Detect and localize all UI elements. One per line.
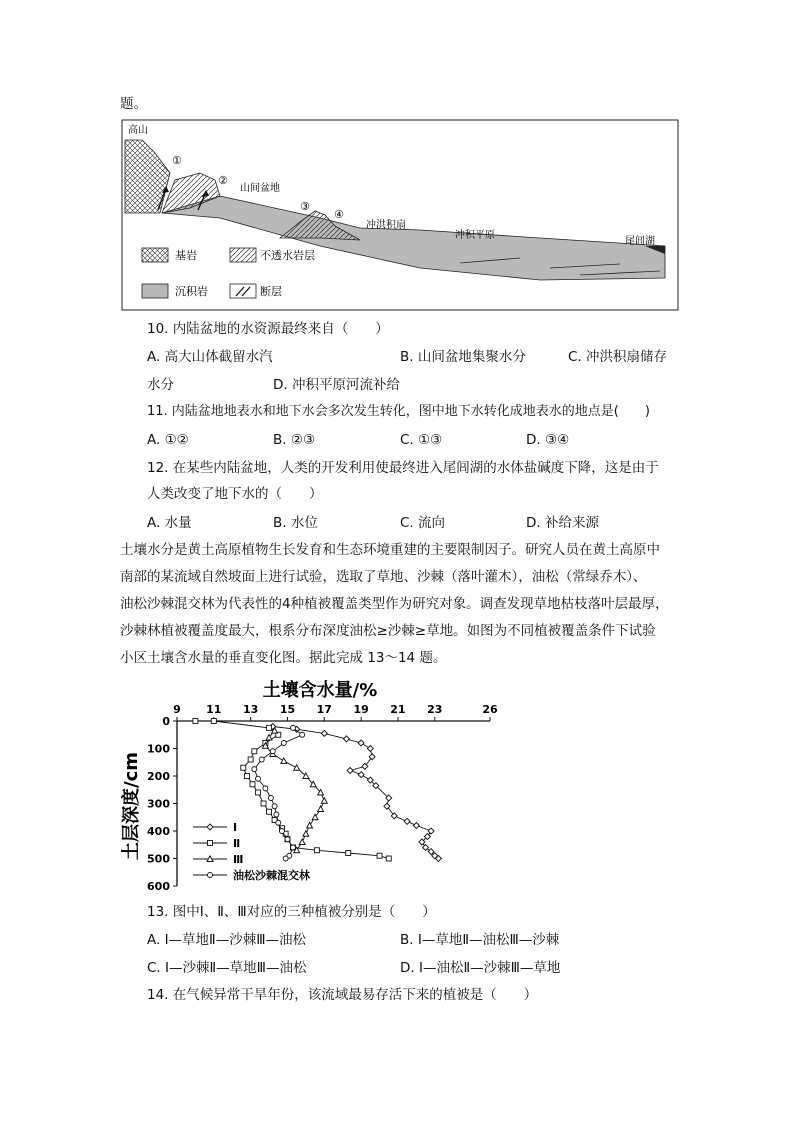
q10-option-d[interactable]: D. 冲积平原河流补给 <box>273 377 400 393</box>
data-point-diamond <box>423 845 429 851</box>
label-alluvial-fan: 冲洪积扇 <box>366 220 406 231</box>
q11-option-c[interactable]: C. ①③ <box>400 432 443 448</box>
label-terminal-lake: 尾闾湖 <box>625 236 655 247</box>
data-point-triangle <box>299 839 305 845</box>
soil-moisture-chart <box>115 676 515 896</box>
legend-impermeable-label: 不透水岩层 <box>260 249 315 262</box>
data-point-square <box>250 782 255 787</box>
q10-option-c[interactable]: C. 冲洪积扇储存 <box>568 349 668 365</box>
series-line-3 <box>265 731 324 851</box>
data-point-triangle <box>303 831 309 837</box>
legend-bedrock-swatch <box>142 248 168 262</box>
x-tick-label: 17 <box>316 703 332 716</box>
legend-label-2: Ⅱ <box>233 837 241 850</box>
data-point-square <box>267 809 272 814</box>
legend-impermeable-swatch <box>230 248 256 262</box>
legend-bedrock-label: 基岩 <box>175 249 197 262</box>
y-tick-label: 400 <box>147 825 170 838</box>
legend-label-3: Ⅲ <box>233 853 244 866</box>
label-circle-2: ② <box>218 174 228 187</box>
data-point-diamond <box>428 828 434 834</box>
y-tick-label: 0 <box>162 715 170 728</box>
data-point-circle <box>259 757 264 762</box>
data-point-diamond <box>413 823 419 829</box>
q12-option-a[interactable]: A. 水量 <box>147 515 192 531</box>
data-point-circle <box>263 786 268 791</box>
data-point-square <box>256 790 261 795</box>
passage-line-5: 小区土壤含水量的垂直变化图。据此完成 13～14 题。 <box>120 650 447 666</box>
data-point-diamond <box>347 768 353 774</box>
series-line-1 <box>273 727 439 859</box>
y-tick-label: 100 <box>147 742 170 756</box>
data-point-circle <box>268 796 273 801</box>
data-point-circle <box>256 776 261 781</box>
data-point-square <box>314 848 319 853</box>
q13-option-b[interactable]: B. Ⅰ—草地Ⅱ—油松Ⅲ—沙棘 <box>400 932 560 948</box>
data-point-circle <box>274 812 279 817</box>
data-point-circle <box>285 837 290 842</box>
data-point-circle <box>290 725 295 730</box>
x-tick-label: 19 <box>353 703 369 716</box>
data-point-diamond <box>207 824 213 830</box>
q13-option-d[interactable]: D. Ⅰ—油松Ⅱ—沙棘Ⅲ—草地 <box>400 960 561 976</box>
data-point-square <box>346 851 351 856</box>
legend-sedimentary-swatch <box>142 284 168 298</box>
q11-option-b[interactable]: B. ②③ <box>273 432 316 448</box>
data-point-circle <box>290 845 295 850</box>
data-point-square <box>193 719 198 724</box>
data-point-square <box>252 749 257 754</box>
data-point-circle <box>252 767 257 772</box>
label-circle-4: ④ <box>334 208 344 221</box>
x-tick-label: 26 <box>482 703 498 716</box>
data-point-square <box>377 853 382 858</box>
data-point-square <box>261 801 266 806</box>
q12-option-b[interactable]: B. 水位 <box>273 515 318 531</box>
passage-line-1: 土壤水分是黄土高原植物生长发育和生态环境重建的主要限制因子。研究人员在黄土高原中 <box>120 542 660 558</box>
data-point-triangle <box>318 806 324 812</box>
data-point-triangle <box>321 798 327 804</box>
legend-fault-label: 断层 <box>260 285 282 298</box>
label-alluvial-plain: 冲积平原 <box>455 230 495 241</box>
passage-line-2: 南部的某流域自然坡面上进行试验，选取了草地、沙棘（落叶灌木），油松（常绿乔木）、 <box>120 569 647 585</box>
x-tick-label: 11 <box>206 703 222 716</box>
q10-stem: 10. 内陆盆地的水资源最终来自（ ） <box>147 321 389 337</box>
prev-question-tail: 题。 <box>120 96 147 112</box>
data-point-diamond <box>358 772 364 778</box>
data-point-triangle <box>307 823 313 829</box>
legend-label-4: 油松沙棘混交林 <box>233 869 310 882</box>
data-point-circle <box>272 804 277 809</box>
q10-option-a[interactable]: A. 高大山体截留水汽 <box>147 349 273 365</box>
data-point-circle <box>281 741 286 746</box>
data-point-square <box>211 719 216 724</box>
chart-y-label: 土层深度/cm <box>121 752 142 860</box>
q12-stem-line2: 人类改变了地下水的（ ） <box>147 486 323 502</box>
label-circle-1: ① <box>172 154 182 167</box>
x-tick-label: 9 <box>173 703 181 716</box>
data-point-diamond <box>321 730 327 736</box>
q12-option-c[interactable]: C. 流向 <box>400 515 446 531</box>
label-circle-3: ③ <box>300 200 310 213</box>
chart-title: 土壤含水量/% <box>262 680 378 701</box>
q13-option-c[interactable]: C. Ⅰ—沙棘Ⅱ—草地Ⅲ—油松 <box>147 960 307 976</box>
q13-stem: 13. 图中Ⅰ、Ⅱ、Ⅲ对应的三种植被分别是（ ） <box>147 904 436 920</box>
data-point-square <box>208 841 213 846</box>
q11-option-a[interactable]: A. ①② <box>147 432 189 448</box>
data-point-circle <box>208 873 213 878</box>
passage-line-3: 油松沙棘混交林为代表性的4种植被覆盖类型作为研究对象。调查发现草地枯枝落叶层最厚， <box>120 596 669 612</box>
x-tick-label: 15 <box>279 703 296 716</box>
series-line-4 <box>254 728 302 859</box>
y-tick-label: 300 <box>147 797 170 811</box>
data-point-circle <box>270 749 275 754</box>
passage-line-4: 沙棘林植被覆盖度最大，根系分布深度油松≥沙棘≥草地。如图为不同植被覆盖条件下试验 <box>120 623 656 639</box>
y-tick-label: 500 <box>147 852 170 866</box>
y-tick-label: 200 <box>147 770 170 783</box>
data-point-circle <box>279 829 284 834</box>
data-point-diamond <box>404 818 410 824</box>
data-point-triangle <box>294 765 300 771</box>
q12-option-d[interactable]: D. 补给来源 <box>526 515 599 531</box>
x-tick-label: 21 <box>390 703 406 716</box>
data-point-square <box>267 725 272 730</box>
data-point-triangle <box>281 758 287 764</box>
data-point-circle <box>283 856 288 861</box>
data-point-diamond <box>358 740 364 746</box>
q12-stem-line1: 12. 在某些内陆盆地，人类的开发利用使最终进入尾闾湖的水体盐碱度下降，这是由于 <box>147 460 659 476</box>
data-point-circle <box>300 732 305 737</box>
data-point-diamond <box>343 736 349 742</box>
basin-cross-section-diagram <box>120 118 680 312</box>
x-tick-label: 23 <box>427 703 443 716</box>
data-point-square <box>244 774 249 779</box>
data-point-square <box>248 757 253 762</box>
q14-stem: 14. 在气候异常干旱年份，该流域最易存活下来的植被是（ ） <box>147 987 538 1003</box>
q11-stem: 11. 内陆盆地地表水和地下水会多次发生转化，图中地下水转化成地表水的地点是( ) <box>147 404 650 419</box>
data-point-square <box>386 856 391 861</box>
y-tick-label: 600 <box>147 880 170 893</box>
x-tick-label: 13 <box>242 703 259 716</box>
data-point-diamond <box>367 746 373 752</box>
q11-option-d[interactable]: D. ③④ <box>526 432 570 448</box>
label-basin: 山间盆地 <box>240 183 280 194</box>
q13-option-a[interactable]: A. Ⅰ—草地Ⅱ—沙棘Ⅲ—油松 <box>147 932 307 948</box>
legend-fault-swatch <box>230 284 256 298</box>
data-point-square <box>241 765 246 770</box>
data-point-circle <box>276 820 281 825</box>
label-high-mountain: 高山 <box>128 125 148 136</box>
q10-option-c-cont: 水分 <box>147 377 174 393</box>
legend-sedimentary-label: 沉积岩 <box>175 285 208 298</box>
q10-option-b[interactable]: B. 山间盆地集聚水分 <box>400 349 526 365</box>
data-point-triangle <box>312 814 318 820</box>
legend-label-1: Ⅰ <box>233 821 238 834</box>
